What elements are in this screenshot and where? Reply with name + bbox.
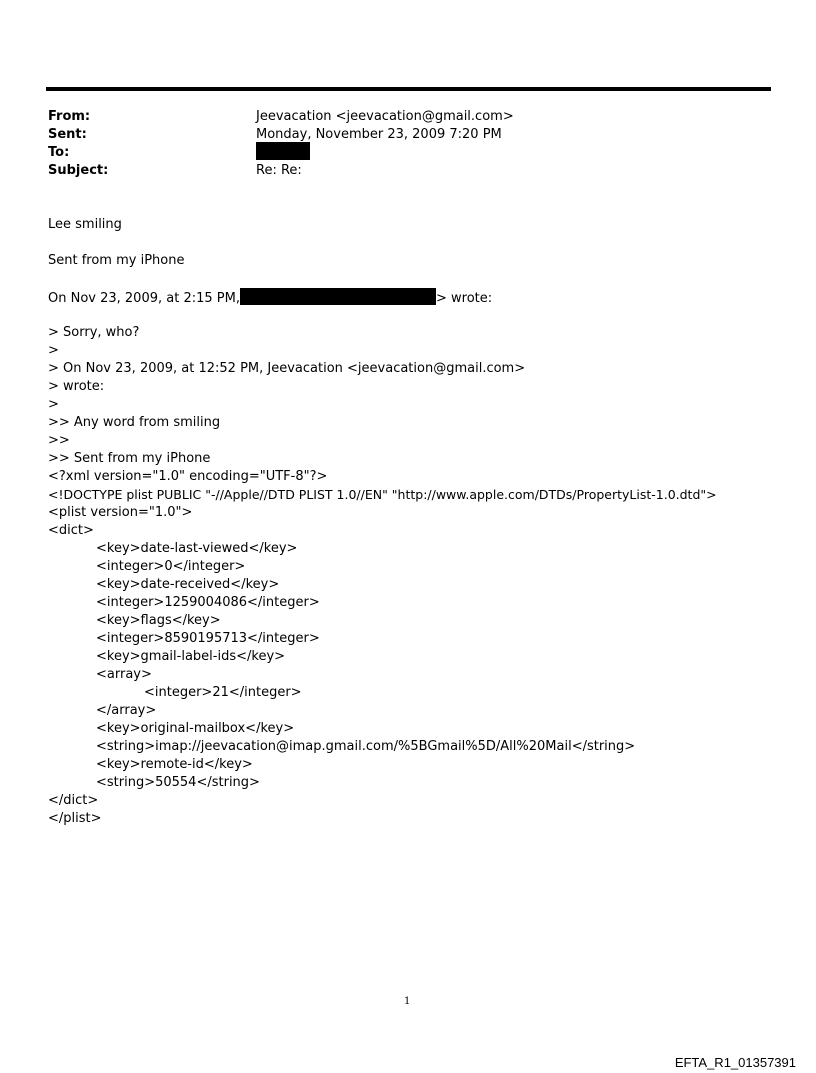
body-line-text: > wrote:	[435, 291, 493, 306]
page-number: 1	[404, 996, 411, 1007]
subject-value: Re: Re:	[256, 163, 302, 178]
body-line: > wrote:	[48, 379, 105, 394]
body-line: <key>date-received</key>	[96, 577, 280, 592]
body-line: <key>remote-id</key>	[96, 757, 253, 772]
body-line: >> Any word from smiling	[48, 415, 221, 430]
body-line: >> Sent from my iPhone	[48, 451, 211, 466]
body-line: <key>original-mailbox</key>	[96, 721, 295, 736]
to-label: To:	[48, 145, 70, 160]
body-line: <!DOCTYPE plist PUBLIC "-//Apple//DTD PLIST 1.0//EN" "http://www.apple.com/DTDs/PropertyList-1.0.dtd">	[48, 487, 717, 502]
body-line: <integer>21</integer>	[144, 685, 302, 700]
sent-label: Sent:	[48, 127, 87, 142]
from-label: From:	[48, 109, 91, 124]
redaction-box	[240, 288, 436, 305]
body-line: <?xml version="1.0" encoding="UTF-8"?>	[48, 469, 328, 484]
body-line: <key>flags</key>	[96, 613, 221, 628]
body-line: Lee smiling	[48, 217, 122, 232]
body-line: <key>gmail-label-ids</key>	[96, 649, 286, 664]
body-line: </array>	[96, 703, 157, 718]
body-line: > Sorry, who?	[48, 325, 140, 340]
subject-label: Subject:	[48, 163, 109, 178]
to-value	[256, 142, 310, 161]
from-value: Jeevacation <jeevacation@gmail.com>	[256, 109, 514, 124]
body-line: >	[48, 397, 59, 412]
body-line: >>	[48, 433, 70, 448]
body-line: > On Nov 23, 2009, at 12:52 PM, Jeevacation <jeevacation@gmail.com>	[48, 361, 526, 376]
body-line: <key>date-last-viewed</key>	[96, 541, 298, 556]
body-line: <integer>1259004086</integer>	[96, 595, 320, 610]
body-line: >	[48, 343, 59, 358]
header-rule	[46, 87, 771, 91]
body-line-text: On Nov 23, 2009, at 2:15 PM,	[48, 291, 240, 306]
sent-value: Monday, November 23, 2009 7:20 PM	[256, 127, 502, 142]
body-line: <integer>8590195713</integer>	[96, 631, 320, 646]
body-line: <dict>	[48, 523, 94, 538]
body-line: <array>	[96, 667, 152, 682]
body-line: </dict>	[48, 793, 99, 808]
body-line: <plist version="1.0">	[48, 505, 193, 520]
body-line	[48, 288, 492, 308]
body-line: <string>imap://jeevacation@imap.gmail.com/%5BGmail%5D/All%20Mail</string>	[96, 739, 636, 754]
document-id: EFTA_R1_01357391	[674, 1055, 796, 1070]
body-line: Sent from my iPhone	[48, 253, 185, 268]
redaction-box	[256, 142, 310, 160]
body-line: <string>50554</string>	[96, 775, 260, 790]
body-line: <integer>0</integer>	[96, 559, 246, 574]
body-line: </plist>	[48, 811, 102, 826]
